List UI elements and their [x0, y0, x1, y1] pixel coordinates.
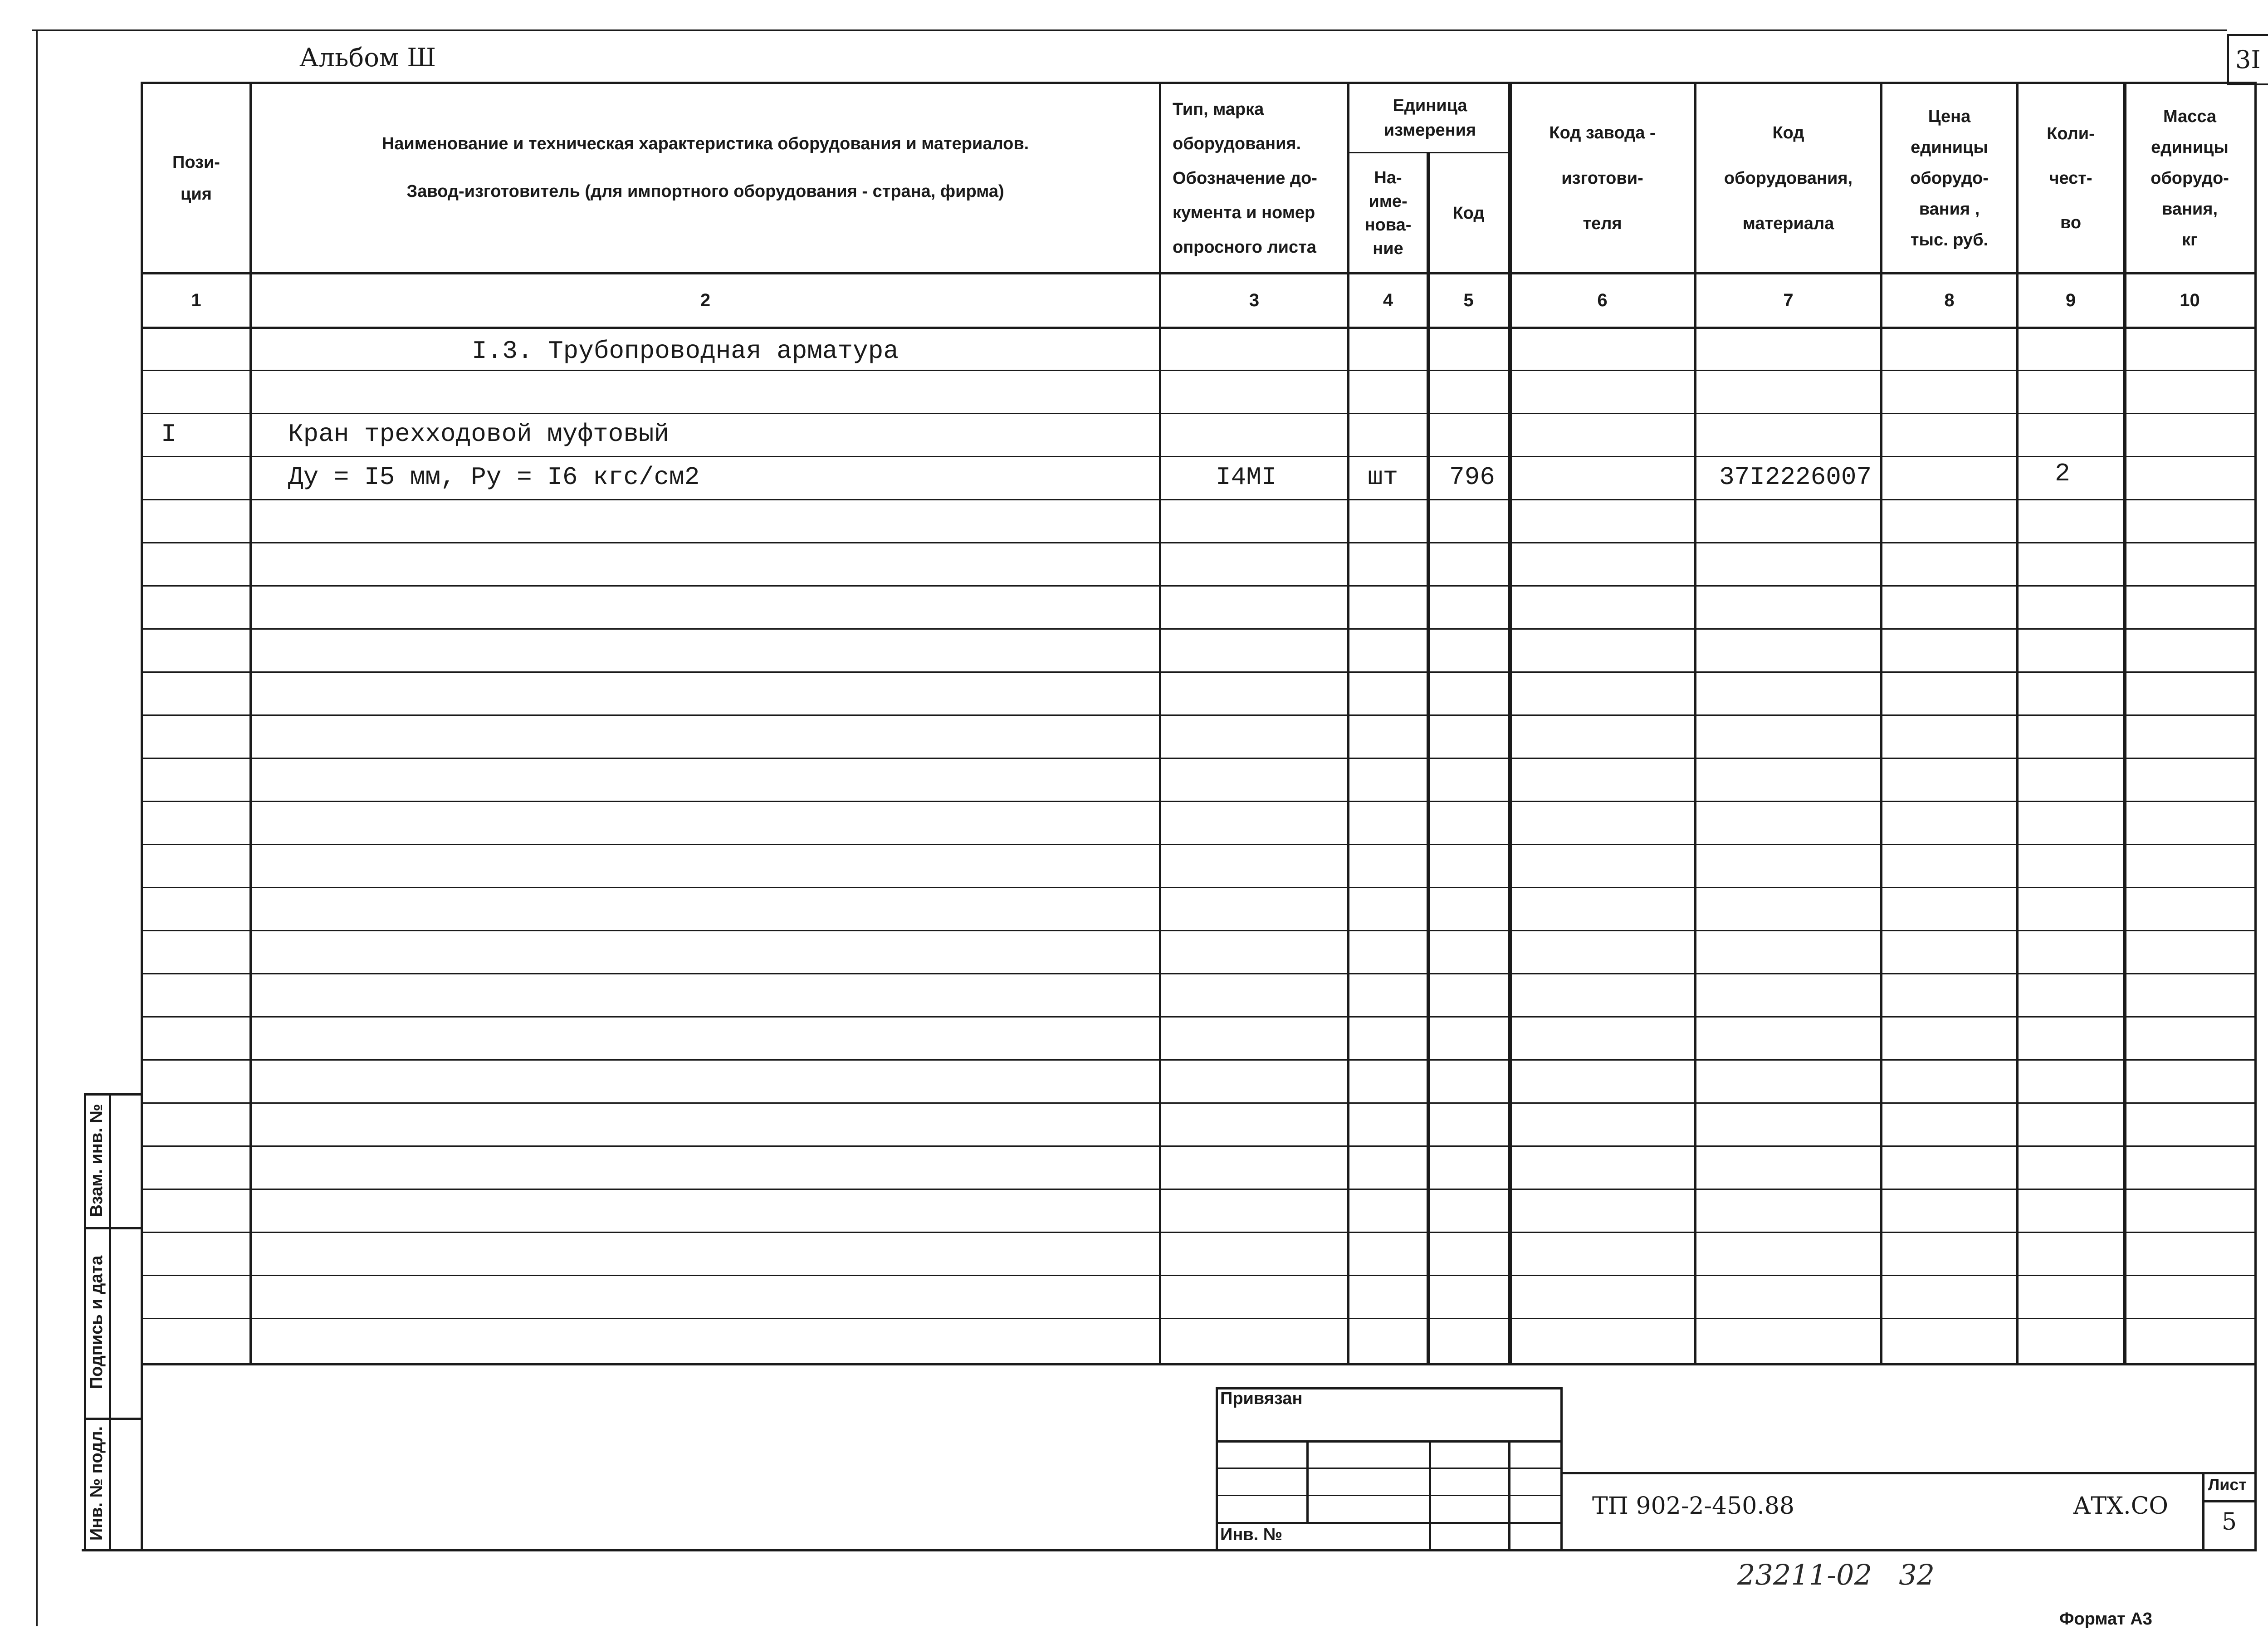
header-name-line1: Наименование и техническая характеристика оборудования и материалов. — [381, 134, 1029, 153]
header-mass — [2125, 84, 2254, 272]
row-line — [141, 413, 2257, 414]
row-line — [141, 499, 2257, 500]
header-unit-name — [1349, 154, 1427, 272]
header-name-line2: Завод-изготовитель (для импортного оборудования - страна, фирма) — [406, 182, 1004, 201]
left-page-edge — [36, 29, 38, 1626]
doc-code-top — [1563, 1472, 2254, 1474]
row-line — [141, 585, 2257, 587]
colnum-8: 8 — [1944, 290, 1955, 310]
row-line — [141, 542, 2257, 543]
section-title: I.3. Трубопроводная арматура — [472, 337, 899, 366]
right-frame — [2254, 82, 2257, 1551]
item-quantity: 2 — [2055, 459, 2070, 488]
row-line — [141, 370, 2257, 371]
col-line-5 — [1508, 82, 1512, 1363]
header-position — [143, 84, 249, 272]
header-unit-name-text: На- име- нова- ние — [1364, 168, 1412, 258]
col-line-9 — [2123, 82, 2126, 1363]
header-material-code — [1696, 84, 1880, 272]
colnum-4: 4 — [1383, 290, 1393, 310]
stamp-row-4 — [1216, 1522, 1563, 1524]
item-type: I4MI — [1216, 463, 1277, 492]
colnum-9: 9 — [2065, 290, 2076, 310]
col-line-1 — [249, 82, 252, 1363]
row-line — [141, 1232, 2257, 1233]
inv-no-label: Инв. № — [1220, 1525, 1283, 1544]
album-label: Альбом Ш — [299, 43, 436, 73]
list-box-left — [2202, 1472, 2204, 1551]
numbers-bottom — [141, 327, 2257, 329]
row-line — [141, 844, 2257, 845]
row-line — [141, 628, 2257, 630]
row-line — [141, 758, 2257, 759]
side-left-line — [84, 1093, 86, 1551]
row-line — [141, 973, 2257, 974]
header-unit-group-text: Единица измерения — [1383, 96, 1476, 140]
side-label-podpis: Подпись и дата — [87, 1255, 106, 1389]
col-line-3 — [1347, 82, 1349, 1363]
list-number: 5 — [2222, 1508, 2237, 1536]
row-line — [141, 1102, 2257, 1104]
col-line-2 — [1159, 82, 1161, 1363]
side-label-vzam: Взам. инв. № — [87, 1104, 106, 1217]
colnum-6: 6 — [1597, 290, 1608, 310]
row-line — [141, 1318, 2257, 1319]
colnum-5: 5 — [1463, 290, 1474, 310]
corner-page-number: 3I — [2235, 45, 2261, 74]
list-box-mid — [2202, 1500, 2254, 1502]
header-unit-group — [1349, 84, 1510, 152]
row-line — [141, 887, 2257, 888]
item-unit: шт — [1368, 463, 1398, 492]
col-line-8 — [2016, 82, 2019, 1363]
row-line — [141, 930, 2257, 931]
header-price-text: Цена единицы оборудо- вания , тыс. руб. — [1910, 107, 1989, 250]
item-position: I — [161, 420, 176, 449]
list-label: Лист — [2208, 1475, 2247, 1494]
header-price — [1882, 84, 2016, 272]
privyazan-label: Привязан — [1220, 1389, 1303, 1408]
colnum-1: 1 — [191, 290, 201, 310]
row-line — [141, 714, 2257, 716]
col-line-6 — [1694, 82, 1696, 1363]
header-unit-code — [1429, 154, 1508, 272]
item-spec: Ду = I5 мм, Ру = I6 кгс/см2 — [288, 463, 700, 492]
row-line — [141, 1059, 2257, 1061]
row-line — [141, 1275, 2257, 1276]
header-type — [1161, 84, 1347, 272]
header-type-text: Тип, марка оборудования. Обозначение до- кумента и номер опросного листа — [1173, 99, 1317, 257]
row-line — [141, 801, 2257, 802]
side-mid-line — [109, 1093, 111, 1551]
row-line — [141, 1016, 2257, 1018]
col-line-7 — [1880, 82, 1882, 1363]
stamp-col-2 — [1429, 1440, 1431, 1551]
stamp-row-2 — [1216, 1468, 1563, 1469]
row-line — [141, 1189, 2257, 1190]
doc-code: ТП 902-2-450.88 — [1592, 1492, 1794, 1520]
colnum-2: 2 — [700, 290, 711, 310]
header-name — [252, 84, 1159, 272]
header-quantity-text: Коли- чест- во — [2047, 124, 2095, 232]
header-unit-code-text: Код — [1452, 204, 1485, 223]
header-mass-text: Масса единицы оборудо- вания, кг — [2151, 107, 2229, 250]
table-bottom — [141, 1363, 2257, 1365]
row-line — [141, 1145, 2257, 1147]
colnum-3: 3 — [1249, 290, 1260, 310]
header-quantity — [2019, 84, 2123, 272]
stamp-row-1 — [1216, 1440, 1563, 1443]
item-unit-code: 796 — [1449, 463, 1495, 492]
doc-suffix: АТХ.СО — [2073, 1492, 2169, 1520]
colnum-10: 10 — [2180, 290, 2200, 310]
item-material-code: 37I2226007 — [1719, 463, 1872, 492]
header-material-code-text: Код оборудования, материала — [1724, 123, 1853, 233]
side-label-inv: Инв. № подл. — [87, 1426, 106, 1541]
stamp-col-3 — [1508, 1440, 1510, 1551]
handwritten-note: 23211-02 32 — [1737, 1558, 1935, 1591]
row-line — [141, 671, 2257, 673]
colnum-7: 7 — [1783, 290, 1794, 310]
stamp-col-1 — [1306, 1440, 1309, 1522]
top-border — [32, 29, 2227, 31]
header-position-text: Пози- ция — [172, 152, 220, 204]
format-label: Формат А3 — [2059, 1610, 2152, 1629]
item-name: Кран трехходовой муфтовый — [288, 420, 670, 449]
stamp-row-3 — [1216, 1495, 1563, 1496]
header-factory-code-text: Код завода - изготови- теля — [1549, 123, 1656, 233]
header-factory-code — [1510, 84, 1694, 272]
row-line — [141, 456, 2257, 457]
bottom-frame — [82, 1549, 2257, 1551]
